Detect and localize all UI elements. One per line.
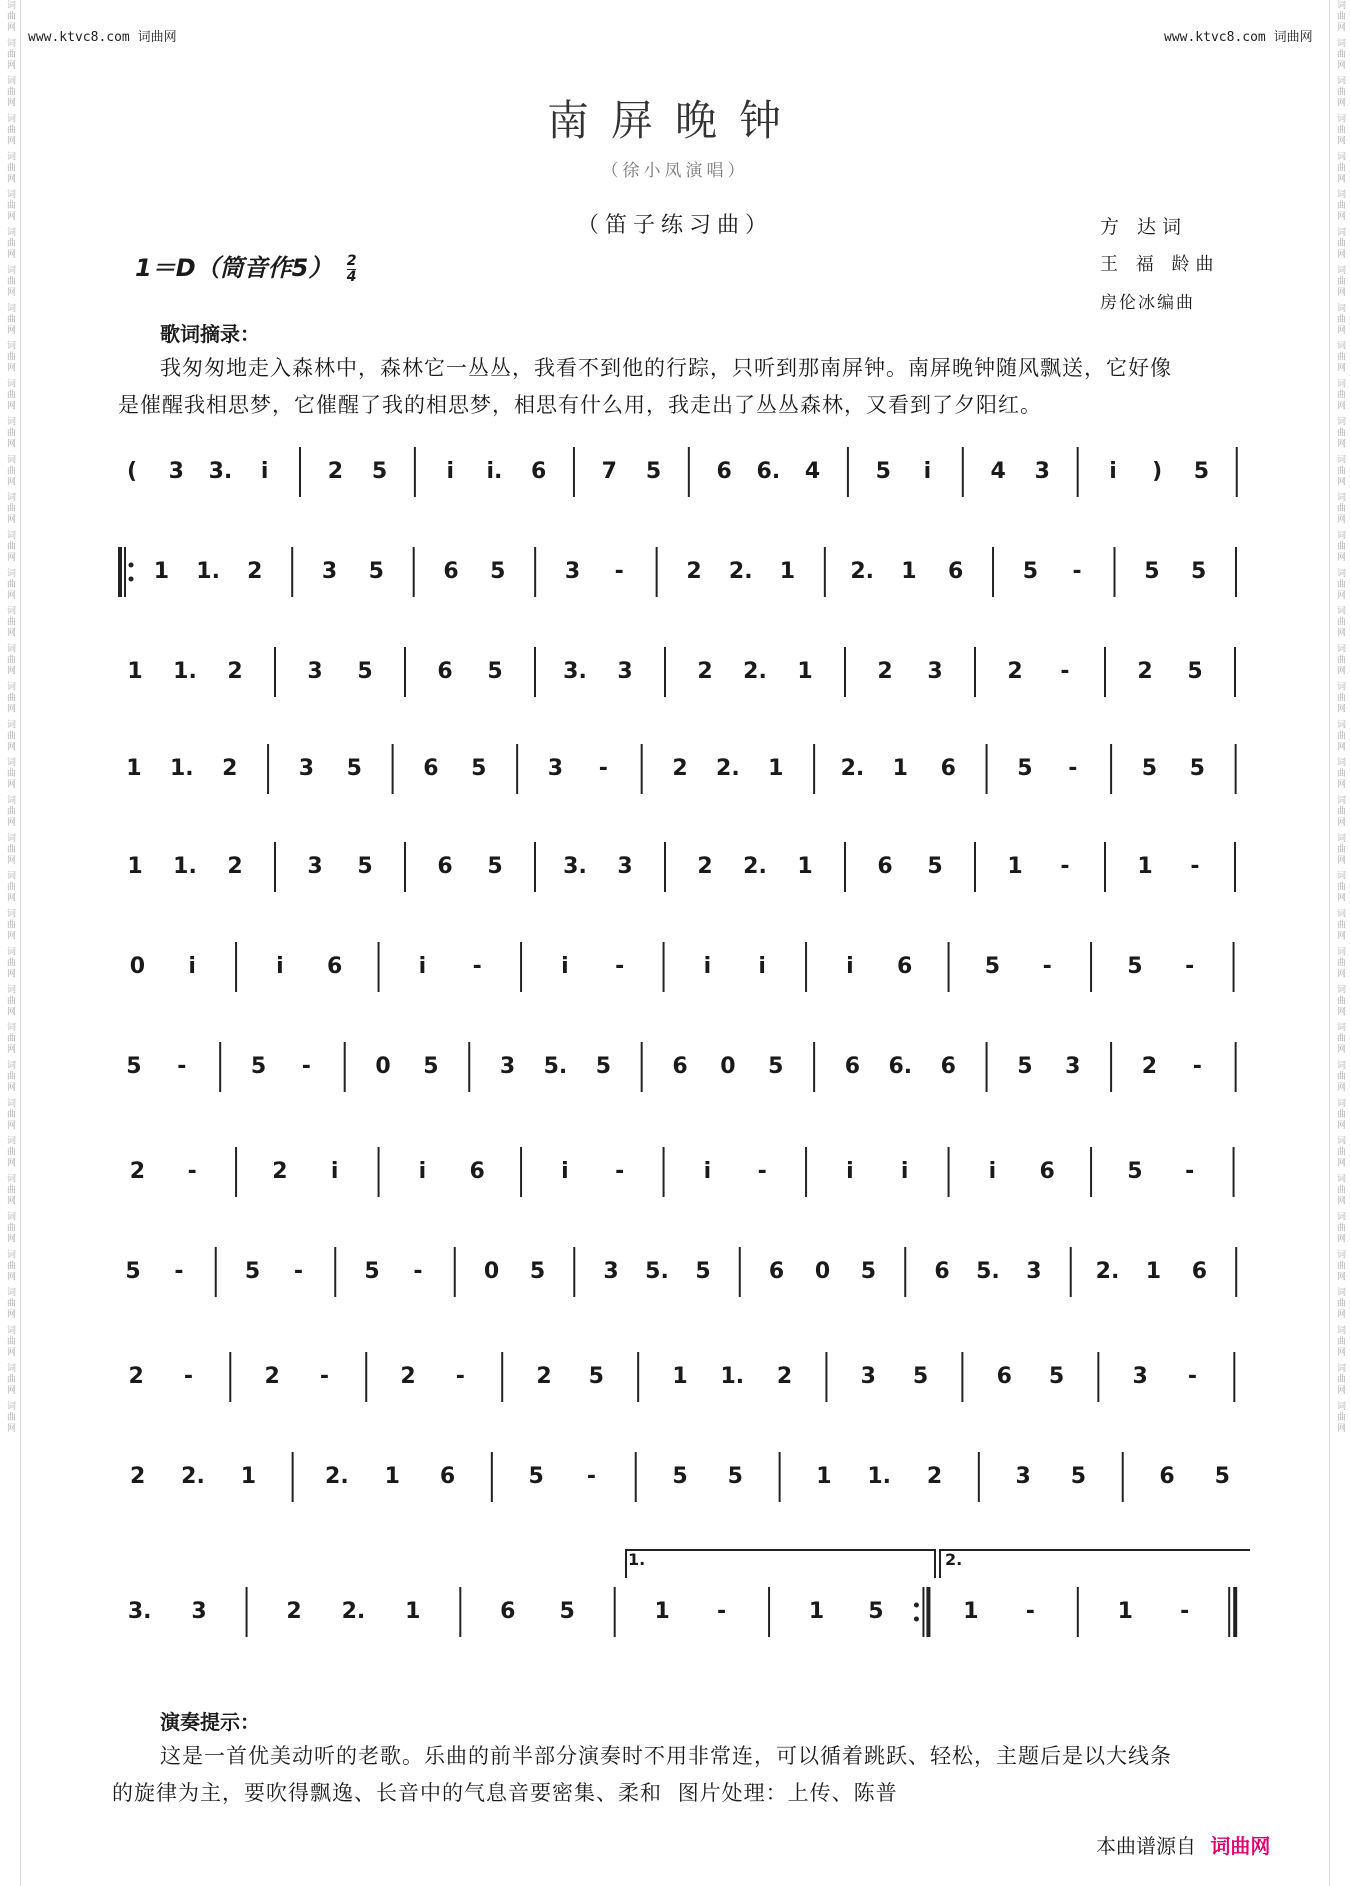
note-dash: - [187,1159,197,1184]
note: 2 [672,756,688,781]
note: 1 [901,559,917,584]
note: 2. [850,559,875,584]
note: 5. [976,1259,1000,1284]
note: 6 [996,1364,1012,1389]
note: 1. [196,559,220,584]
note: 2 [1141,1054,1158,1079]
note: 5 [528,1464,544,1489]
note-dash: - [472,954,482,979]
note: 3 [1015,1464,1031,1489]
note: 6 [1159,1464,1175,1489]
note: 1 [153,559,170,584]
note: 5. [645,1259,669,1284]
watermark-left: www.ktvc8.com 词曲网 [28,30,177,45]
ending-2-label: 2. [945,1550,963,1569]
note: 2. [341,1599,366,1624]
source-footer: 本曲谱源自 词曲网 [1096,1834,1271,1858]
note: 1 [384,1464,400,1489]
note: 2. [728,559,753,584]
note: 2 [247,559,263,584]
note: 5. [543,1054,568,1079]
note: i [923,459,932,484]
note: 5 [346,756,362,781]
note: 5 [768,1054,784,1079]
note: 6 [530,459,547,484]
note: 2 [227,659,243,684]
note: 5 [559,1599,575,1624]
note-dash: - [1180,1599,1190,1624]
note: 6 [940,756,956,781]
note: 2. [743,854,767,879]
note: 2 [128,1364,144,1389]
note: 5 [1017,1054,1033,1079]
image-credit: 图片处理：上传、陈普 [677,1781,898,1805]
note: 2. [840,756,865,781]
note: 3 [1026,1259,1042,1284]
note: 5 [727,1464,743,1489]
note: 5 [1190,559,1207,584]
note: 5 [1214,1464,1230,1489]
note: 5 [371,459,388,484]
note: 3 [603,1259,619,1284]
note: 0 [483,1259,500,1284]
note: 5 [1193,459,1210,484]
note: i [446,459,454,484]
note: 2 [1007,659,1023,684]
notes-line-1: 这是一首优美动听的老歌。乐曲的前半部分演奏时不用非常连，可以循着跳跃、轻松，主题后是以大线条 [160,1744,1172,1768]
note: 5 [1048,1364,1065,1389]
note: 3 [499,1054,516,1079]
note: 5 [357,854,373,879]
note: 1. [867,1464,892,1489]
note: 3. [563,854,587,879]
note-dash: - [413,1259,423,1284]
note: 2 [264,1364,280,1389]
note: 5 [984,954,1001,979]
note: 6 [768,1259,785,1284]
note: 6 [437,659,453,684]
arranger-credit: 房伦冰编曲 [1100,293,1195,313]
note: 5 [1187,659,1203,684]
note: i [276,954,284,979]
ending-1-label: 1. [628,1550,646,1569]
note: i [561,1159,569,1184]
note: 6. [888,1054,913,1079]
note: 1 [779,559,796,584]
note-dash: - [615,954,625,979]
note: 3 [307,659,323,684]
note: i. [486,459,503,484]
note: 1 [654,1599,670,1624]
note: 2 [272,1159,288,1184]
note: 5 [927,854,943,879]
note: 5 [487,659,503,684]
note: 5 [1189,756,1205,781]
note: 3 [321,559,338,584]
notes-label: 演奏提示： [160,1710,260,1734]
note-dash: - [455,1364,465,1389]
note: 3 [1065,1054,1081,1079]
note-dash: - [1060,659,1070,684]
note: 3 [617,854,633,879]
note: i [703,954,712,979]
note: 1 [1007,854,1023,879]
lyricist-credit: 方 达词 [1100,216,1188,238]
note: 6 [437,854,453,879]
note: 1 [892,756,908,781]
note: 2. [1095,1259,1120,1284]
note: 5 [1022,559,1039,584]
note: 6 [716,459,732,484]
note: 6 [940,1054,956,1079]
note: 5 [364,1259,380,1284]
note: 3 [860,1364,876,1389]
note: i [988,1159,997,1184]
note: 1. [173,854,197,879]
note-dash: - [1042,954,1052,979]
note: i [1109,459,1117,484]
lyrics-line-1: 我匆匆地走入森林中，森林它一丛丛，我看不到他的行踪，只听到那南屏钟。南屏晚钟随风飘送，它好像 [160,356,1172,380]
note: 3 [564,559,581,584]
page-title: 南屏晚钟 [546,96,803,145]
note: 3 [298,756,315,781]
note: 1 [797,854,813,879]
note: 2 [1137,659,1153,684]
note-dash: - [1187,1364,1198,1389]
note-dash: - [615,1159,625,1184]
note: 6 [947,559,964,584]
note: 3 [1034,459,1050,484]
note: 1 [808,1599,825,1624]
note: 5 [126,1054,142,1079]
note: 5 [471,756,487,781]
note: i [260,459,269,484]
note: 2 [327,459,343,484]
note: 1 [1145,1259,1162,1284]
note: 2 [286,1599,302,1624]
note: 5 [1127,1159,1143,1184]
note: 1 [126,756,142,781]
note-dash: - [319,1364,329,1389]
note-dash: - [183,1364,193,1389]
note: 2 [697,659,713,684]
note: 2 [776,1364,793,1389]
note: 1 [768,756,784,781]
note-dash: - [293,1259,304,1284]
note: 5 [125,1259,141,1284]
note: 2. [181,1464,205,1489]
notes-line-2: 的旋律为主，要吹得飘逸、长音中的气息音要密集、柔和 图片处理：上传、陈普 [112,1781,898,1805]
note: 2 [686,559,702,584]
lyrics-line-2: 是催醒我相思梦，它催醒了我的相思梦，相思有什么用，我走出了丛丛森林，又看到了夕阳红。 [118,393,1042,417]
note: 5 [423,1054,439,1079]
note: 6 [672,1054,688,1079]
left-watermark-strip: 词曲网 词曲网 词曲网 词曲网 词曲网 词曲网 词曲网 词曲网 词曲网 词曲网 词曲网 词曲网 词曲网 词曲网 词曲网 词曲网 词曲网 词曲网 词曲网 词曲网 词曲网 词曲网 词曲网 词曲网 词曲网 词曲网 词曲网 词曲网 词曲网 词曲网 词曲网 词曲网 词曲网 词曲网 词曲网 词曲网 词曲网 词曲网 [0,0,21,1886]
note: ( [127,459,138,484]
note-dash: - [1025,1599,1035,1624]
note-dash: - [598,756,608,781]
note: 5 [529,1259,546,1284]
note: 5 [1070,1464,1087,1489]
note: 2 [697,854,713,879]
note: 3 [307,854,323,879]
lyrics-label: 歌词摘录： [160,322,260,346]
note: 6 [897,954,913,979]
note: i [846,954,854,979]
note: 5 [695,1259,711,1284]
note: 6 [500,1599,516,1624]
key-signature: 1＝D（筒音作5） $\frac{2}{4}$ [135,252,357,285]
note: i [330,1159,339,1184]
note: 2 [222,756,238,781]
note: 5 [490,559,506,584]
note: 5 [244,1259,261,1284]
note-dash: - [1192,1054,1202,1079]
note: 7 [601,459,617,484]
note: 5 [250,1054,267,1079]
note-dash: - [1068,756,1078,781]
note: 2. [743,659,767,684]
note: 5 [1127,954,1143,979]
note: 1 [405,1599,421,1624]
note: 1 [127,659,143,684]
note: 6 [1191,1259,1208,1284]
note-dash: - [174,1259,184,1284]
note: 1. [173,659,197,684]
note: 6 [877,854,893,879]
note-dash: - [614,559,624,584]
note: 1 [1137,854,1153,879]
note: 6 [439,1464,456,1489]
note: 2 [129,1159,146,1184]
note: 1 [1117,1599,1133,1624]
performer-subtitle: （徐小凤演唱） [601,161,749,181]
note: 0 [375,1054,391,1079]
note: 1. [720,1364,745,1389]
note: i [561,954,569,979]
note: 3 [617,659,633,684]
time-signature: $\frac{2}{4}$ [346,252,357,285]
watermark-right: www.ktvc8.com 词曲网 [1164,30,1313,45]
note-dash: - [1190,854,1200,879]
note: 5 [875,459,891,484]
note: i [900,1159,909,1184]
note: 2 [130,1464,146,1489]
note: 5 [672,1464,688,1489]
note: 2. [325,1464,349,1489]
note-dash: - [1060,854,1070,879]
note: 1 [240,1464,256,1489]
note: 5 [595,1054,612,1079]
note: 6 [327,954,343,979]
note: 4 [990,459,1006,484]
note: 5 [860,1259,877,1284]
note: 3. [208,459,233,484]
note: 6 [1039,1159,1055,1184]
note: 1 [672,1364,688,1389]
note: 0 [720,1054,736,1079]
note: ) [1152,459,1163,484]
note: 6 [443,559,459,584]
note: i [758,954,766,979]
note: 3. [127,1599,152,1624]
note: 3 [168,459,184,484]
note: 6 [934,1259,950,1284]
note: 1 [816,1464,832,1489]
note: 5 [1144,559,1160,584]
note: i [418,1159,427,1184]
note: 2 [877,659,893,684]
note: 5 [368,559,384,584]
note-dash: - [716,1599,727,1624]
note: 2 [536,1364,552,1389]
note-dash: - [586,1464,597,1489]
site-link[interactable]: 词曲网 [1210,1834,1271,1858]
note-dash: - [1072,559,1082,584]
note-dash: - [1185,1159,1195,1184]
note: 0 [814,1259,831,1284]
note: 6 [423,756,439,781]
note: 0 [129,954,146,979]
practice-label: （笛子练习曲） [576,213,773,238]
note: 1 [797,659,813,684]
note: 2 [227,854,243,879]
note-dash: - [301,1054,311,1079]
note-dash: - [1185,954,1195,979]
note: 6 [844,1054,861,1079]
note: i [188,954,196,979]
right-watermark-strip: 词曲网 词曲网 词曲网 词曲网 词曲网 词曲网 词曲网 词曲网 词曲网 词曲网 词曲网 词曲网 词曲网 词曲网 词曲网 词曲网 词曲网 词曲网 词曲网 词曲网 词曲网 词曲网 词曲网 词曲网 词曲网 词曲网 词曲网 词曲网 词曲网 词曲网 词曲网 词曲网 词曲网 词曲网 词曲网 词曲网 词曲网 词曲网 [1329,0,1350,1886]
note: 5 [1017,756,1033,781]
note: i [418,954,427,979]
note: 2. [716,756,740,781]
note: 5 [357,659,373,684]
note: 6 [469,1159,485,1184]
note: i [846,1159,854,1184]
note: 3 [191,1599,207,1624]
note: 5 [645,459,662,484]
note: 5 [868,1599,884,1624]
notes-text [112,1738,1260,1812]
composer-credit: 王 福 龄曲 [1100,254,1220,275]
note: i [703,1159,712,1184]
note: 3 [1132,1364,1148,1389]
note: 2 [926,1464,943,1489]
note: 3 [927,659,943,684]
note: 5 [588,1364,604,1389]
note: 3 [547,756,564,781]
note: 5 [1141,756,1158,781]
note: 3. [563,659,587,684]
note: 1. [170,756,194,781]
note: 1 [127,854,143,879]
note: 5 [487,854,503,879]
note: 1 [963,1599,979,1624]
note-dash: - [757,1159,767,1184]
note-dash: - [177,1054,187,1079]
note: 6. [756,459,781,484]
note: 2 [400,1364,416,1389]
note: 5 [912,1364,929,1389]
note: 4 [804,459,821,484]
